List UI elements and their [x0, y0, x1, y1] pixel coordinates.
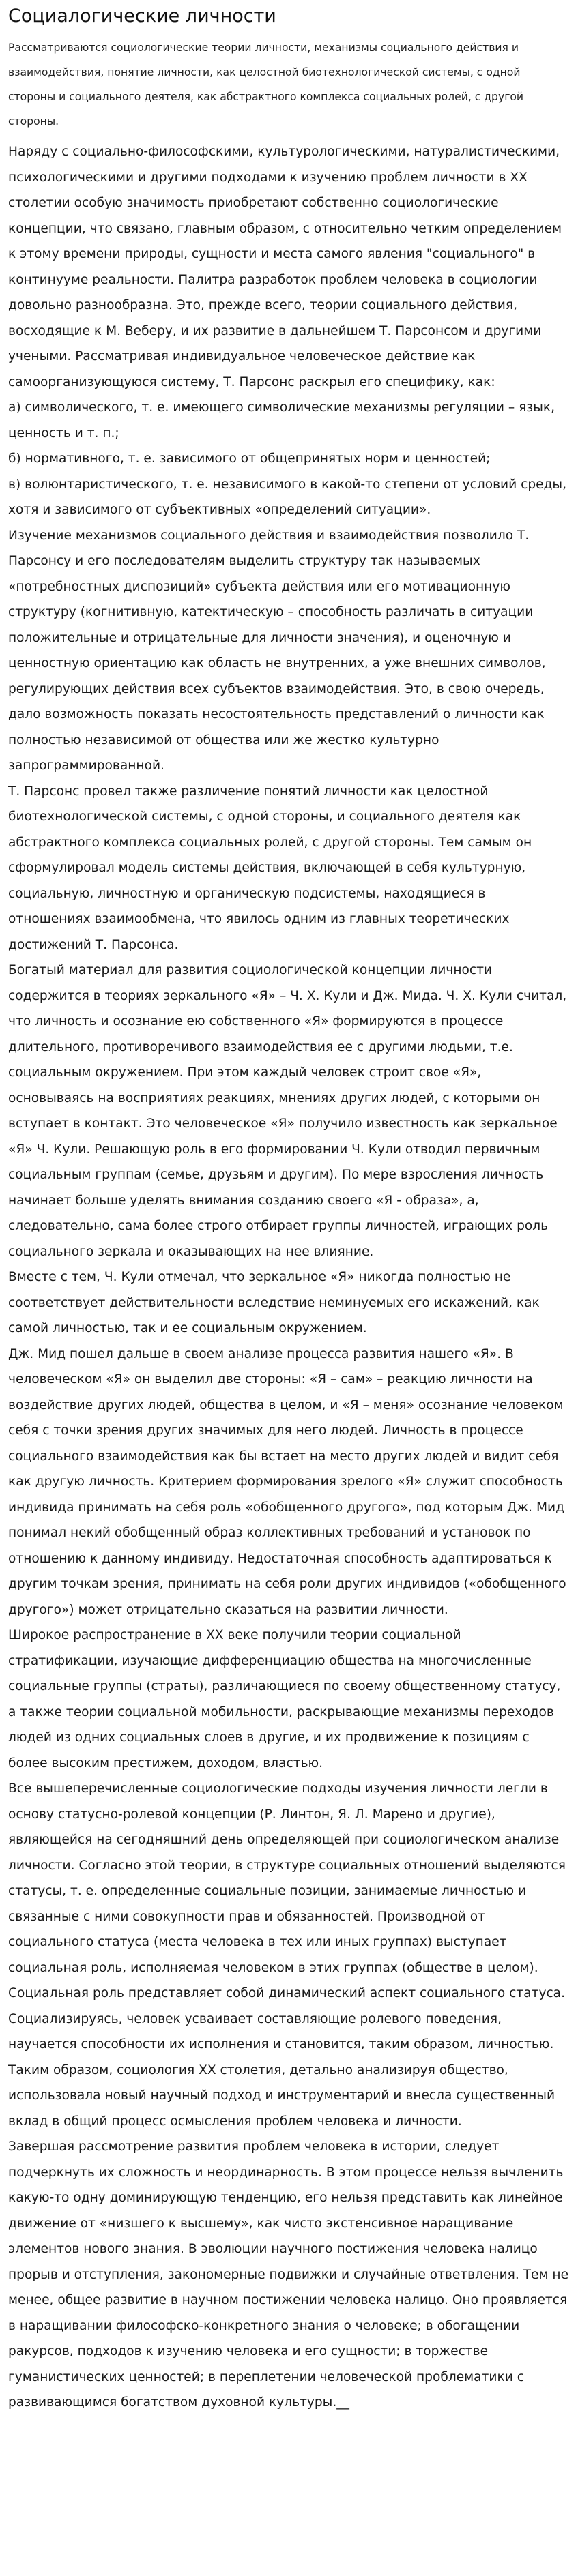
paragraph: Дж. Мид пошел дальше в своем анализе процесса развития нашего «Я». В человеческом «Я» он выделил две стороны: «Я – сам» – реакцию личности на воздействие других людей, общества в целом, и «Я – меня» осознание человеком себя с точки зрения других значимых для него людей. Личность в процессе социального взаимодействия как бы встает на место других людей и видит себя как другую личность. Критерием формирования зрелого «Я» служит способность индивида принимать на себя роль «обобщенного другого», под которым Дж. Мид понимал некий обобщенный образ коллективных требований и установок по отношению к данному индивиду. Недостаточная способность адаптироваться к другим точкам зрения, принимать на себя роли других индивидов («обобщенного другого») может отрицательно сказаться на развитии личности. — [8, 1346, 566, 1617]
paragraph: Вместе с тем, Ч. Кули отмечал, что зеркальное «Я» никогда полностью не соответствует действительности вследствие неминуемых его искажений, как самой личностью, так и ее социальным окружением. — [8, 1270, 540, 1335]
paragraph: Т. Парсонс провел также различение понятий личности как целостной биотехнологической системы, с одной стороны, и социального деятеля как абстрактного комплекса социальных ролей, с другой стороны. Тем самым он сформулировал модель системы действия, включающей в себя культурную, социальную, личностную и органическую подсистемы, находящиеся в отношениях взаимообмена, что явилось одним из главных теоретических достижений Т. Парсонса. — [8, 784, 532, 952]
paragraph: Завершая рассмотрение развития проблем человека в истории, следует подчеркнуть их сложность и неординарность. В этом процессе нельзя вычленить какую-то одну доминирующую тенденцию, его нельзя представить как линейное движение от «низшего к высшему», как чисто экстенсивное наращивание элементов нового знания. В эволюции научного постижения человека налицо прорыв и отступления, закономерные подвижки и случайные ответвления. Тем не менее, общее развитие в научном постижении человека налицо. Оно проявляется в наращивании философско-конкретного знания о человеке; в обогащении ракурсов, подходов к изучению человека и его сущности; в торжестве гуманистических ценностей; в переплетении человеческой проблематики с развивающимся богатством духовной культуры.__ — [8, 2140, 569, 2410]
paragraph: Богатый материал для развития социологической концепции личности содержится в теориях зеркального «Я» – Ч. Х. Кули и Дж. Мида. Ч. Х. Кули считал, что личность и осознание ею собственного «Я» формируются в процессе длительного, противоречивого взаимодействия ее с другими людьми, т.е. социальным окружением. При этом каждый человек строит свое «Я», основываясь на восприятиях реакциях, мнениях других людей, с которыми он вступает в контакт. Это человеческое «Я» получило известность как зеркальное «Я» Ч. Кули. Решающую роль в его формировании Ч. Кули отводил первичным социальным группам (семье, друзьям и другим). По мере взросления личность начинает больше уделять внимания созданию своего «Я - образа», а, следовательно, сама более строго отбирает группы личностей, играющих роль социального зеркала и оказывающих на нее влияние. — [8, 963, 567, 1259]
paragraph: в) волюнтаристического, т. е. независимого в какой-то степени от условий среды, хотя и зависимого от субъективных «определений ситуации». — [8, 477, 567, 517]
paragraph: а) символического, т. е. имеющего символические механизмы регуляции – язык, ценность и т. п.; — [8, 400, 555, 441]
paragraph: Изучение механизмов социального действия и взаимодействия позволило Т. Парсонсу и его последователям выделить структуру так называемых «потребностных диспозиций» субъекта действия или его мотивационную структуру (когнитивную, катектическую – способность различать в ситуации положительные и отрицательные для личности значения), и оценочную и ценностную ориентацию как область не внутренних, а уже внешних символов, регулирующих действия всех субъектов взаимодействия. Это, в свою очередь, дало возможность показать несостоятельность представлений о личности как полностью независимой от общества или же жестко культурно запрограммированной. — [8, 528, 546, 773]
paragraph: Все вышеперечисленные социологические подходы изучения личности легли в основу статусно-ролевой концепции (Р. Линтон, Я. Л. Марено и другие), являющейся на сегодняшний день определяющей при социологическом анализе личности. Согласно этой теории, в структуре социальных отношений выделяются статусы, т. е. определенные социальные позиции, занимаемые личностью и связанные с ними совокупности прав и обязанностей. Производной от социального статуса (места человека в тех или иных группах) выступает социальная роль, исполняемая человеком в этих группах (обществе в целом). Социальная роль представляет собой динамический аспект социального статуса. Социализируясь, человек усваивает составляющие ролевого поведения, научается способности их исполнения и становится, таким образом, личностью. — [8, 1781, 566, 2052]
article-summary: Рассматриваются социологические теории личности, механизмы социального действия и взаимодействия, понятие личности, как целостной биотехнологической системы, с одной стороны и социального деятеля, как абстрактного комплекса социальных ролей, с другой стороны. — [8, 42, 524, 128]
paragraph: Таким образом, социология XX столетия, детально анализируя общество, использовала новый научный подход и инструментарий и внесла существенный вклад в общий процесс осмысления проблем человека и личности. — [8, 2062, 555, 2129]
article-body — [8, 139, 570, 2416]
paragraph: Широкое распространение в XX веке получили теории социальной стратификации, изучающие дифференциацию общества на многочисленные социальные группы (страты), различающиеся по своему общественному статусу, а также теории социальной мобильности, раскрывающие механизмы переходов людей из одних социальных слоев в другие, и их продвижение к позициям с более высоким престижем, доходом, властью. — [8, 1628, 561, 1771]
paragraph: б) нормативного, т. е. зависимого от общепринятых норм и ценностей; — [8, 451, 491, 466]
paragraph: Наряду с социально-философскими, культурологическими, натуралистическими, психологическими и другими подходами к изучению проблем личности в XX столетии особую значимость приобретают собственно социологические концепции, что связано, главным образом, с относительно четким определением к этому времени природы, сущности и места самого явления "социального" в континууме реальности. Палитра разработок проблем человека в социологии довольно разнообразна. Это, прежде всего, теории социального действия, восходящие к М. Веберу, и их развитие в дальнейшем Т. Парсонсом и другими учеными. Рассматривая индивидуальное человеческое действие как самоорганизующуюся систему, Т. Парсонс раскрыл его специфику, как: — [8, 145, 562, 389]
page-title: Социалогические личности — [8, 5, 276, 27]
